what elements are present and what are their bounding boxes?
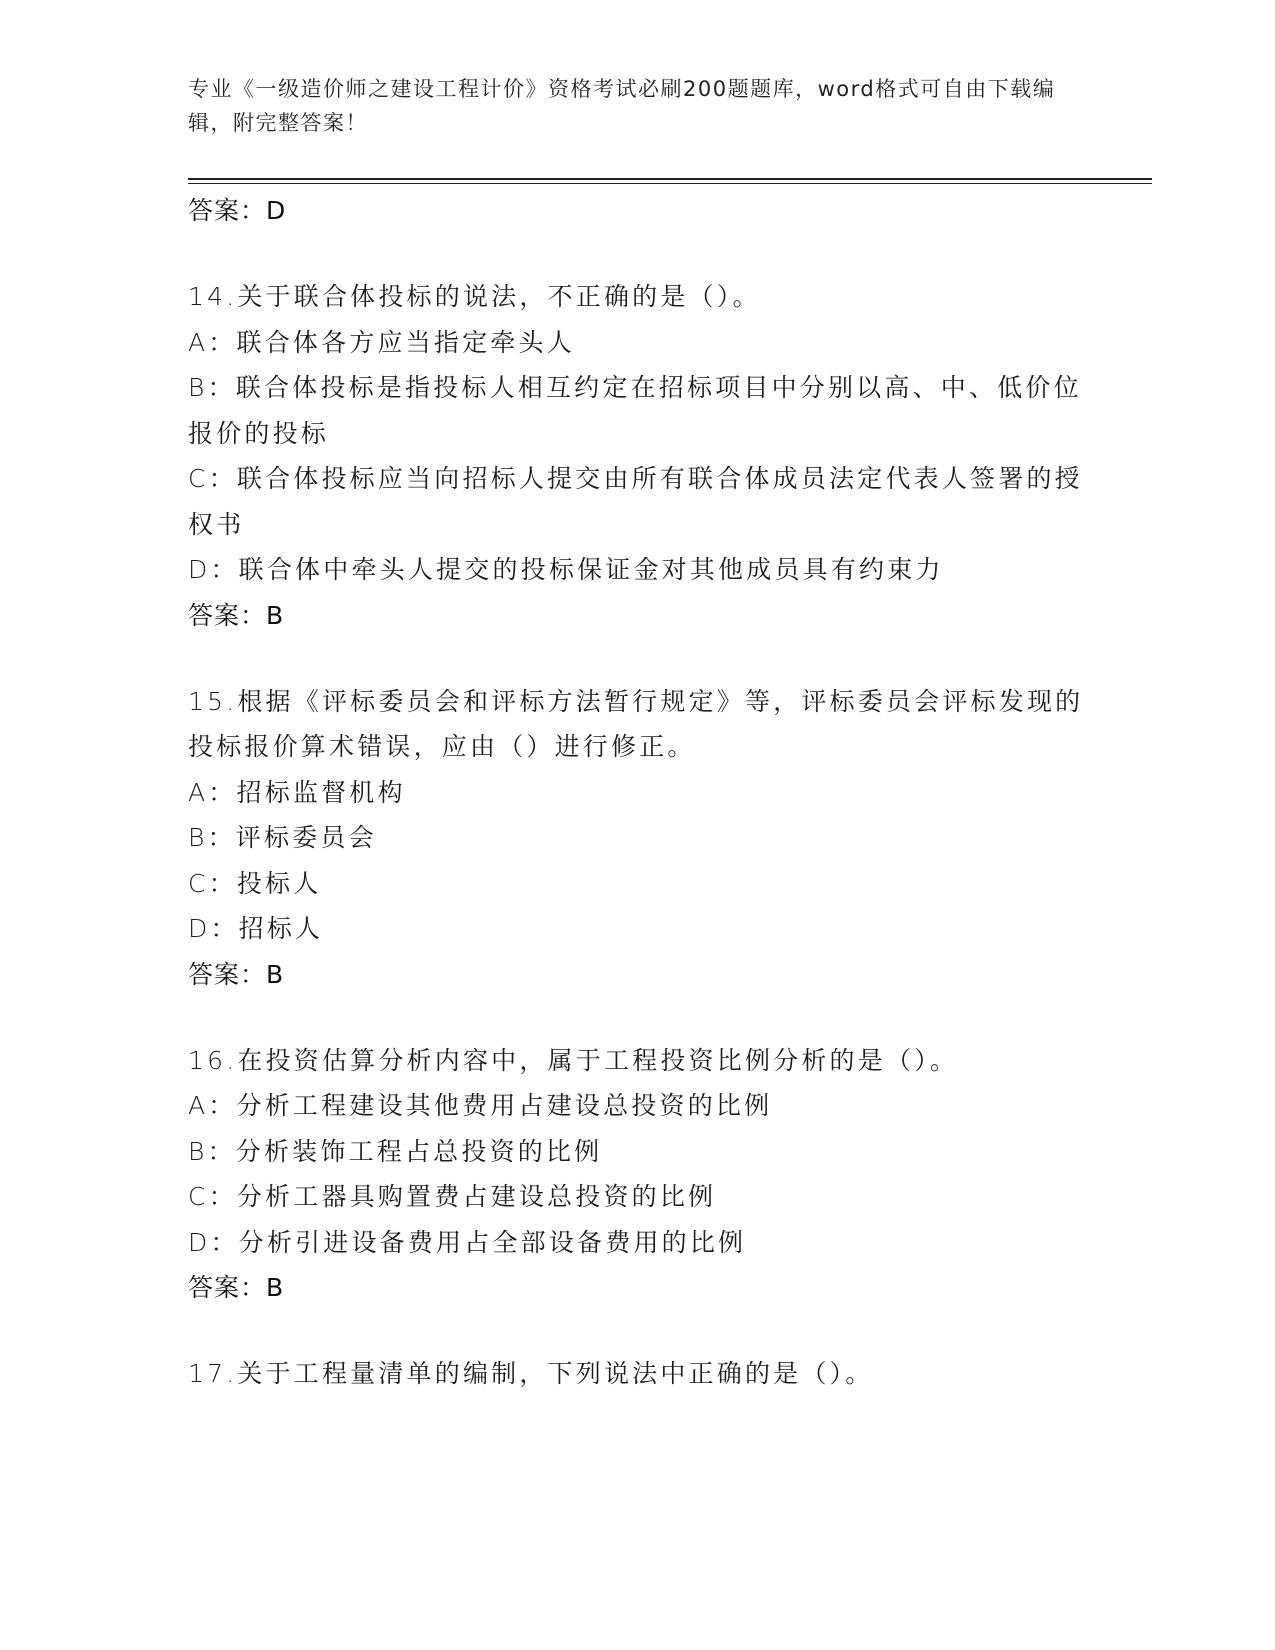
option-d: D：分析引进设备费用占全部设备费用的比例 — [188, 1227, 747, 1257]
option-c: C：投标人 — [188, 868, 322, 898]
question-17 — [188, 1351, 1088, 1397]
option-a: A：联合体各方应当指定牵头人 — [188, 327, 575, 357]
header-divider — [188, 178, 1152, 180]
option-b: B：分析装饰工程占总投资的比例 — [188, 1136, 603, 1166]
question-16 — [188, 1038, 1088, 1312]
page-header: 专业《一级造价师之建设工程计价》资格考试必刷200题题库，word格式可自由下载编辑，附完整答案！ — [188, 77, 1056, 135]
option-b: B：评标委员会 — [188, 823, 377, 852]
option-c: C：联合体投标应当向招标人提交由所有联合体成员法定代表人签署的授权书 — [188, 464, 1083, 539]
question-stem: 14.关于联合体投标的说法，不正确的是（）。 — [188, 282, 761, 311]
question-stem: 16.在投资估算分析内容中，属于工程投资比例分析的是（）。 — [188, 1045, 959, 1075]
question-15 — [188, 679, 1088, 998]
option-a: A：分析工程建设其他费用占建设总投资的比例 — [188, 1091, 773, 1120]
option-b: B：联合体投标是指投标人相互约定在招标项目中分别以高、中、低价位报价的投标 — [188, 373, 1082, 448]
header-divider-thin — [188, 183, 1152, 184]
answer-line: 答案：B — [188, 600, 285, 630]
question-stem: 15.根据《评标委员会和评标方法暂行规定》等，评标委员会评标发现的投标报价算术错误，应由（）进行修正。 — [188, 686, 1084, 761]
option-c: C：分析工器具购置费占建设总投资的比例 — [188, 1182, 717, 1211]
question-content — [188, 188, 1088, 1397]
question-14 — [188, 274, 1088, 639]
option-a: A：招标监督机构 — [188, 777, 406, 807]
question-stem: 17.关于工程量清单的编制，下列说法中正确的是（）。 — [188, 1359, 874, 1388]
answer-line: 答案：B — [188, 959, 285, 989]
option-d: D：招标人 — [188, 914, 324, 943]
option-d: D：联合体中牵头人提交的投标保证金对其他成员具有约束力 — [188, 555, 944, 584]
answer-line: 答案：B — [188, 1273, 285, 1302]
answer-line: 答案：D — [188, 196, 287, 225]
